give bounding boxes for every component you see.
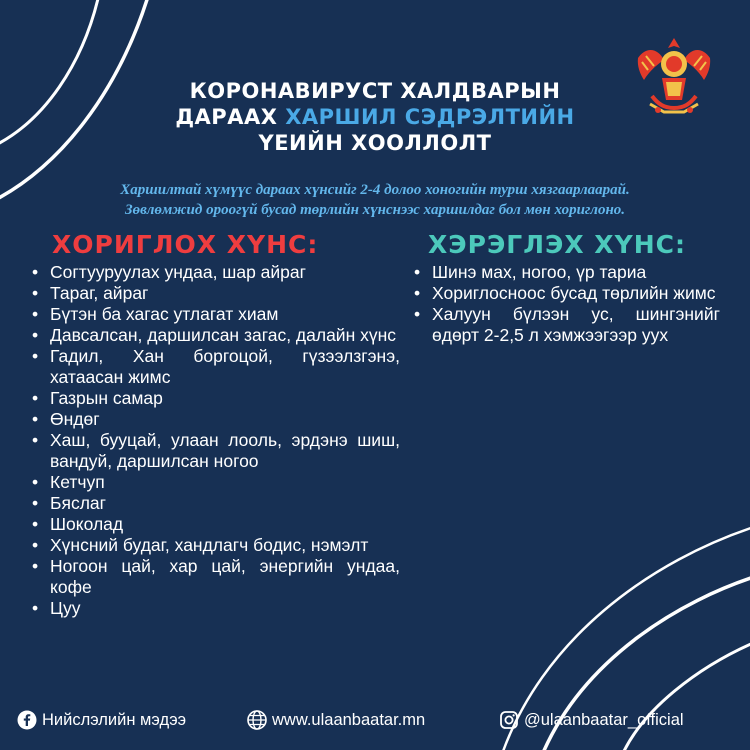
list-item: • Халуун бүлээн ус, шингэнийг өдөрт 2-2,5 л хэмжээгээр уух xyxy=(412,304,720,346)
website-label: www.ulaanbaatar.mn xyxy=(272,710,426,729)
list-item: • Цуу xyxy=(30,598,400,619)
title-line-3: ҮЕИЙН ХООЛЛОЛТ xyxy=(258,131,492,155)
list-item: • Шинэ мах, ногоо, үр тариа xyxy=(412,262,720,283)
list-item: • Ногоон цай, хар цай, энергийн ундаа, кофе xyxy=(30,556,400,598)
list-item: • Давсалсан, даршилсан загас, далайн хүнс xyxy=(30,325,400,346)
subtitle xyxy=(60,180,690,220)
recommended-heading: ХЭРЭГЛЭХ ХҮНС: xyxy=(428,230,686,259)
forbidden-heading: ХОРИГЛОХ ХҮНС: xyxy=(52,230,319,259)
list-item: • Хориглосноос бусад төрлийн жимс xyxy=(412,283,720,304)
instagram-icon xyxy=(498,709,520,731)
list-item: • Согтууруулах ундаа, шар айраг xyxy=(30,262,400,283)
subtitle-line-2: Зөвлөмжид ороогүй бусад төрлийн хүнснээс харшилдаг бол мөн хориглоно. xyxy=(124,202,626,218)
list-item: • Гадил, Хан боргоцой, гүзээлзгэнэ, хатаасан жимс xyxy=(30,346,400,388)
title-line-1: КОРОНАВИРУСТ ХАЛДВАРЫН xyxy=(189,79,561,103)
list-item: • Тараг, айраг xyxy=(30,283,400,304)
footer-website[interactable] xyxy=(246,709,425,731)
list-item: • Газрын самар xyxy=(30,388,400,409)
instagram-label: @ulaanbaatar_official xyxy=(524,710,684,729)
footer-instagram[interactable] xyxy=(498,709,684,731)
facebook-icon xyxy=(16,709,38,731)
title-line-2-accent: ХАРШИЛ СЭДРЭЛТИЙН xyxy=(285,105,575,129)
subtitle-line-1: Харшилтай хүмүүс дараах хүнсийг 2-4 долоо хоногийн турш хязгаарлаарай. xyxy=(120,182,630,198)
list-item: • Бүтэн ба хагас утлагат хиам xyxy=(30,304,400,325)
list-item: • Кетчуп xyxy=(30,472,400,493)
facebook-label: Нийслэлийн мэдээ xyxy=(42,710,187,729)
footer xyxy=(0,705,750,735)
title-line-2-plain: ДАРААХ xyxy=(175,105,286,129)
page-title xyxy=(95,78,655,156)
recommended-list xyxy=(412,262,720,346)
list-item: • Шоколад xyxy=(30,514,400,535)
list-item: • Өндөг xyxy=(30,409,400,430)
globe-icon xyxy=(246,709,268,731)
title-line-2 xyxy=(95,104,655,130)
list-item: • Хүнсний будаг, хандлагч бодис, нэмэлт xyxy=(30,535,400,556)
footer-facebook[interactable] xyxy=(16,709,186,731)
list-item: • Хаш, бууцай, улаан лооль, эрдэнэ шиш, вандуй, даршилсан ногоо xyxy=(30,430,400,472)
forbidden-list xyxy=(30,262,400,619)
list-item: • Бяслаг xyxy=(30,493,400,514)
